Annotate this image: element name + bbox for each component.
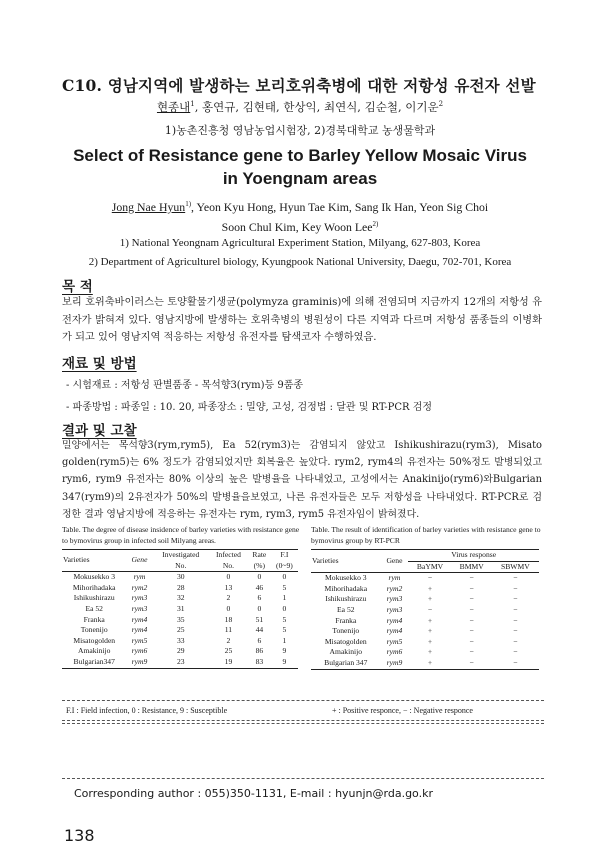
t1-cell: rym3 <box>131 603 148 613</box>
t1-cell: 6 <box>257 593 262 603</box>
t2-cell: Misatogolden <box>324 636 367 646</box>
t2-cell: − <box>469 626 474 636</box>
english-authors <box>0 196 600 236</box>
section-methods-heading: 재료 및 방법 <box>62 356 137 372</box>
table-row <box>311 658 539 669</box>
t1-cell: 9 <box>271 657 298 668</box>
t1-cell: Bulgarian347 <box>62 657 126 668</box>
t1-header-infected: Infected <box>209 550 248 561</box>
english-affiliation-2: 2) Department of Agriculturel biology, Kyungpook National University, Daegu, 702-701, Korea <box>88 256 512 268</box>
t1-header-fi-unit: (0~9) <box>271 561 298 572</box>
t2-cell: Ea 52 <box>337 604 355 614</box>
t2-cell: − <box>427 604 433 614</box>
t2-cell: + <box>427 647 433 657</box>
methods-item-2: - 파종방법 : 파종일 : 10. 20, 파종장소 : 밀양, 고성, 검정법 : 달관 및 RT-PCR 검정 <box>66 402 433 413</box>
t1-cell: 11 <box>224 625 233 635</box>
t2-cell: Tonenijo <box>332 626 360 636</box>
t1-cell: 25 <box>224 646 233 656</box>
korean-authors <box>0 99 600 115</box>
english-lead-author-sup: 1) <box>185 200 192 208</box>
t1-cell: rym3 <box>131 593 148 603</box>
english-title-line-2: in Yoengnam areas <box>222 169 378 188</box>
t2-cell: − <box>469 573 474 583</box>
t1-cell: 2 <box>226 635 231 645</box>
footnote-rule-bottom-2 <box>62 723 544 724</box>
t1-cell: 83 <box>248 657 271 668</box>
t2-cell: − <box>469 647 474 657</box>
table-row <box>62 646 298 657</box>
table-row <box>311 637 539 648</box>
table-row <box>311 594 539 605</box>
t1-cell: rym4 <box>131 614 148 624</box>
t1-cell: 33 <box>176 635 185 645</box>
t2-cell: − <box>469 636 474 646</box>
t1-cell: 46 <box>255 582 264 592</box>
t2-cell: − <box>513 626 518 636</box>
t1-cell: 0 <box>226 603 231 613</box>
t2-cell: + <box>427 615 433 625</box>
table-row <box>62 583 298 594</box>
t1-cell: 1 <box>282 635 287 645</box>
t1-header-no2: No. <box>209 561 248 572</box>
t1-cell: 5 <box>282 582 287 592</box>
t2-cell: − <box>469 583 474 593</box>
table-row <box>62 604 298 615</box>
t1-cell: 35 <box>176 614 185 624</box>
t1-cell: Tonenijo <box>80 625 108 635</box>
t1-cell: 13 <box>224 582 233 592</box>
t2-cell: − <box>513 636 518 646</box>
korean-lead-author-sup: 1 <box>190 100 195 109</box>
table-row <box>62 615 298 626</box>
t1-cell: Ea 52 <box>85 603 103 613</box>
t1-cell: rym9 <box>126 657 152 668</box>
methods-item-1: - 시험재료 : 저항성 판별품종 - 목석향3(rym)등 9품종 <box>66 380 304 391</box>
page-number: 138 <box>64 826 95 845</box>
t2-cell: + <box>427 636 433 646</box>
table-row <box>311 573 539 584</box>
t2-cell: − <box>452 658 492 669</box>
t2-cell: Franka <box>335 615 357 625</box>
english-authors-line-2-sup: 2) <box>372 219 379 228</box>
t1-cell: Mokusekko 3 <box>73 572 115 582</box>
english-affiliations <box>0 234 600 272</box>
english-authors-line-2: Soon Chul Kim, Key Woon Lee <box>221 219 373 234</box>
t1-header-rate: Rate <box>248 550 271 561</box>
table-row <box>62 636 298 647</box>
t2-cell: Amakinijo <box>329 647 363 657</box>
english-title <box>0 144 600 190</box>
section-results-heading: 결과 및 고찰 <box>62 423 137 439</box>
table-rtpcr-identification <box>311 549 539 670</box>
table-row <box>311 626 539 637</box>
t2-cell: − <box>513 647 518 657</box>
t1-header-fi: F.I <box>271 550 298 561</box>
t1-cell: 0 <box>257 572 262 582</box>
t1-header-gene: Gene <box>126 550 152 572</box>
t2-cell: + <box>408 658 451 669</box>
table1-footnote: F.I : Field infection, 0 : Resistance, 9 : Susceptible <box>66 706 228 715</box>
t2-cell: rym5 <box>386 636 403 646</box>
t2-body <box>311 573 539 669</box>
t2-header-sbwmv: SBWMV <box>492 561 539 573</box>
table2-footnote: + : Positive responce, − : Negative responce <box>332 706 473 715</box>
t2-cell: + <box>427 626 433 636</box>
t1-cell: Misatogolden <box>73 635 116 645</box>
footnote-rule-top <box>62 700 544 701</box>
t2-cell: − <box>469 615 474 625</box>
t1-cell: rym4 <box>131 625 148 635</box>
t1-cell: rym5 <box>131 635 148 645</box>
t2-cell: − <box>513 615 518 625</box>
t2-cell: rym4 <box>386 615 403 625</box>
t2-header-bmmv: BMMV <box>452 561 492 573</box>
t1-cell: 0 <box>282 603 287 613</box>
t1-cell: 51 <box>255 614 264 624</box>
table-row <box>62 593 298 604</box>
t1-cell: 2 <box>226 593 231 603</box>
table2-caption: Table. The result of identification of barley varieties with resistance gene to bymovirus group by RT-PCR <box>311 525 541 545</box>
t1-cell: 30 <box>176 572 185 582</box>
section-results-text: 밀양에서는 목석향3(rym,rym5), Ea 52(rym3)는 감염되지 않았고 Ishikushirazu(rym3), Misato golden(rym5)는 6% 정도가 감염되었지만 회복율은 높았다. rym2, rym4의 유전자는 50%정도 발병되었고 rym6, rym9 유전자는 80% 이상의 높은 발병율을 나타내었고, 고성에서는 Anakinijo(rym6)와Bulgarian 347(rym9)의 2유전자가 50%의 발병율을보였고, 나른 유전자들은 모두 저항성을 나타내었다. RT-PCR로 검정한 결과 영남지방에 적응하는 유전자는 rym, rym3, rym5 유전자임이 밝혀졌다. <box>62 440 542 520</box>
t1-cell: 5 <box>282 625 287 635</box>
english-affiliation-1: 1) National Yeongnam Agricultural Experiment Station, Milyang, 627-803, Korea <box>119 237 481 249</box>
t1-header-varieties: Varieties <box>62 550 126 572</box>
t1-cell: 29 <box>176 646 185 656</box>
t1-header-no1: No. <box>153 561 210 572</box>
t1-header-investigated: Investigated <box>153 550 210 561</box>
t2-cell: Mokusekko 3 <box>325 573 367 583</box>
t1-cell: 44 <box>255 625 264 635</box>
t2-cell: Mihorihadaka <box>324 583 368 593</box>
english-title-line-1: Select of Resistance gene to Barley Yellow Mosaic Virus <box>73 146 527 165</box>
t1-cell: 0 <box>257 603 262 613</box>
t1-cell: 9 <box>282 646 287 656</box>
t2-header-bymv: BaYMV <box>408 561 451 573</box>
t1-cell: 32 <box>176 593 185 603</box>
t2-cell: rym4 <box>386 626 403 636</box>
t1-cell: 25 <box>176 625 185 635</box>
t2-cell: − <box>492 658 539 669</box>
t2-cell: rym6 <box>386 647 403 657</box>
t1-cell: Ishikushirazu <box>73 593 115 603</box>
t2-cell: − <box>513 594 518 604</box>
t1-cell: Amakinijo <box>77 646 111 656</box>
table-row <box>311 647 539 658</box>
t1-cell: 86 <box>255 646 264 656</box>
t1-cell: 28 <box>176 582 185 592</box>
korean-affiliation: 1)농촌진흥청 영남농업시험장, 2)경북대학교 농생물학과 <box>164 124 436 137</box>
table-row <box>62 625 298 636</box>
t1-cell: Mihorihadaka <box>72 582 116 592</box>
t1-cell: 31 <box>176 603 185 613</box>
t1-cell: 6 <box>257 635 262 645</box>
t1-cell: 19 <box>209 657 248 668</box>
corresponding-rule <box>62 778 544 779</box>
korean-lead-author: 현종내 <box>156 100 191 114</box>
t1-cell: Franka <box>83 614 105 624</box>
t1-cell: rym2 <box>131 582 148 592</box>
t2-cell: − <box>427 573 433 583</box>
t2-cell: − <box>513 583 518 593</box>
t1-cell: 5 <box>282 614 287 624</box>
t2-cell: rym3 <box>386 604 403 614</box>
t1-cell: 1 <box>282 593 287 603</box>
table-row <box>311 584 539 595</box>
korean-title: C10. 영남지역에 발생하는 보리호위축병에 대한 저항성 유전자 선발 <box>62 76 536 95</box>
section-objective-heading: 목 적 <box>62 279 93 295</box>
t2-cell: rym <box>388 573 401 583</box>
t2-header-gene: Gene <box>381 550 409 573</box>
t1-cell: rym <box>133 572 146 582</box>
t1-cell: 0 <box>282 572 287 582</box>
t2-cell: + <box>427 583 433 593</box>
corresponding-author: Corresponding author : 055)350-1131, E-mail : hyunjn@rda.go.kr <box>74 787 433 800</box>
table1-caption: Table. The degree of disease insidence of barley varieties with resistance gene to bymovirus group in infected soil Milyang areas. <box>62 525 300 545</box>
t1-header-rate-unit: (%) <box>248 561 271 572</box>
t2-cell: − <box>469 594 474 604</box>
t2-cell: − <box>469 604 474 614</box>
table-disease-incidence <box>62 549 298 669</box>
table-row <box>62 572 298 583</box>
t2-cell: rym3 <box>386 594 403 604</box>
t2-cell: + <box>427 594 433 604</box>
english-lead-author: Jong Nae Hyun <box>111 199 186 214</box>
t1-body <box>62 572 298 668</box>
t1-cell: 23 <box>153 657 210 668</box>
table-row <box>311 616 539 627</box>
section-objective-text: 보리 호위축바이러스는 토양활물기생균(polymyza graminis)에 의해 전염되며 지금까지 12개의 저항성 유전자가 밝혀져 있다. 영남지방에 발생하는 호위축병의 병원성이 다른 지역과 다르며 저항성 품종들의 이병화가 되고 있어 영남지역 적응하는 저항성 유전자를 탐색코자 수행하였음. <box>62 297 542 343</box>
t2-header-virus-response: Virus response <box>408 550 539 562</box>
t2-cell: Bulgarian 347 <box>311 658 381 669</box>
t1-cell: rym6 <box>131 646 148 656</box>
footnote-rule-bottom-1 <box>62 720 544 721</box>
english-authors-line-1: , Yeon Kyu Hong, Hyun Tae Kim, Sang Ik Han, Yeon Sig Choi <box>191 199 489 214</box>
korean-other-authors: , 홍연규, 김현태, 한상익, 최연식, 김순철, 이기운 <box>194 100 439 114</box>
table-row <box>311 605 539 616</box>
t2-cell: rym2 <box>386 583 403 593</box>
t1-cell: 0 <box>226 572 231 582</box>
t2-cell: rym9 <box>381 658 409 669</box>
t1-cell: 18 <box>224 614 233 624</box>
t2-header-varieties: Varieties <box>311 550 381 573</box>
korean-other-authors-sup: 2 <box>438 100 444 109</box>
t2-cell: − <box>513 604 518 614</box>
t2-cell: − <box>513 573 518 583</box>
table-row <box>62 657 298 668</box>
t2-cell: Ishikushirazu <box>325 594 367 604</box>
